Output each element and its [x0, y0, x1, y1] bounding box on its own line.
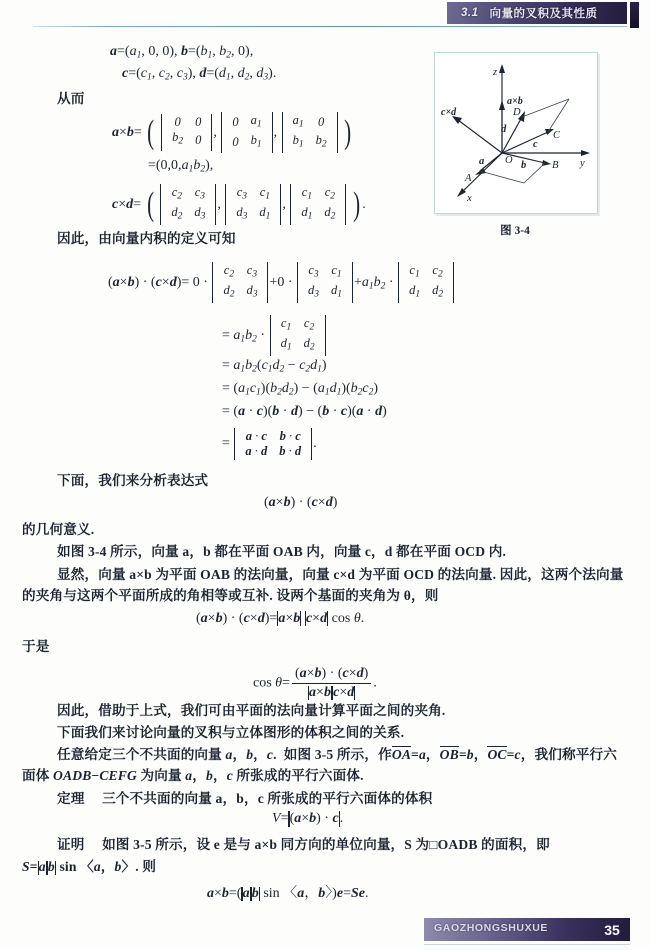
figure-label-y: y [580, 158, 585, 169]
figure-label-A: A [465, 173, 472, 184]
figure-3-4 [434, 52, 598, 214]
figure-label-cxd: c×d [441, 107, 457, 118]
figure-label-b: b [521, 160, 527, 171]
theorem-block [57, 788, 432, 809]
equation-expression: (a×b) · (c×d) [264, 495, 338, 510]
equation-a-cross-b: a×b= ( 0 0 $b_2$ 0 , 0 $a_1$ 0 $b_1$ , $a_1$ 0 $b_1$ $b_2$ ) [112, 112, 353, 153]
equation-derivation-line4: = $(a_1c_1)(b_2d_2) - (a_1d_1)(b_2c_2)$ [222, 381, 379, 398]
paragraph-ruitu34: 如图 3-4 所示，向量 a，b 都在平面 OAB 内，向量 c，d 都在平面 OCD 内. [57, 544, 507, 559]
proof-text: 如图 3-5 所示，设 e 是与 a×b 同方向的单位向量，S 为□OADB 的面积，即 [102, 837, 550, 852]
figure-label-a: a [479, 156, 485, 167]
figure-label-c: c [533, 139, 538, 150]
paragraph-xianran: 显然，向量 a×b 为平面 OAB 的法向量，向量 c×d 为平面 OCD 的法向量. 因此，这两个法向量的夹角与这两个平面所成的角相等或互补. 设两个基面的夹角为 θ，则 [22, 567, 624, 603]
equation-volume: V=(a×b) · c. [272, 811, 344, 827]
header-edge-tab [630, 2, 639, 28]
figure-label-O: O [505, 155, 513, 166]
equation-derivation-line1: (a×b) · (c×d)= 0 · $c_2$ $c_3$ $d_2$ $d_3$ +0 · $c_3$ $c_1$ $d_3$ $d_1$ $+a_1b_2$ · $c_1$ $c_2$ $d_1$ $d_2$ [108, 262, 455, 303]
equation-cos-formula: cos θ= $\frac{(a\times b) \cdot (c\times d)}{\text{a×b c×d}}$ . [253, 666, 377, 700]
running-header [447, 2, 627, 24]
figure-label-x: x [467, 193, 472, 204]
proof-label: 证明 [57, 837, 85, 852]
equation-vector-components-2: $c=(c_1$, $c_2$, $c_3$), $d=(d_1$, $d_2$, $d_3$). [122, 66, 277, 83]
equation-derivation-line2: = $a_1b_2$ · $c_1$ $c_2$ $d_1$ $d_2$ [222, 315, 327, 356]
equation-derivation-line5: = (a · c)(b · d) − (b · c)(a · d) [222, 404, 387, 419]
text-congshi: 从而 [57, 91, 85, 106]
equation-axb-se: a×b=(a b sin 〈a，b〉)e=Se. [207, 886, 369, 901]
footer-rule [424, 944, 630, 945]
paragraph-taolun: 下面我们来讨论向量的叉积与立体图形的体积之间的关系. [57, 725, 405, 740]
figure-label-B: B [552, 160, 559, 171]
header-section-number: 3.1 [461, 7, 479, 19]
figure-caption: 图 3-4 [500, 225, 530, 237]
paragraph-jiezhu: 因此，借助于上式，我们可由平面的法向量计算平面之间的夹角. [57, 703, 446, 718]
equation-a-cross-b-result: $=(0,0,a_1b_2)$, [148, 158, 214, 175]
equation-c-cross-d: c×d= ( $c_2$ $c_3$ $d_2$ $d_3$ , $c_3$ $c_1$ $d_3$ $d_1$ , $c_1$ $c_2$ $d_1$ $d_2$ ) . [112, 184, 366, 225]
theorem-label: 定理 [57, 791, 85, 806]
figure-label-axb: a×b [507, 96, 523, 107]
figure-3-4-drawing [435, 53, 595, 211]
text-yushi: 于是 [22, 639, 50, 654]
theorem-text: 三个不共面的向量 a，b，c 所张成的平行六面体的体积 [102, 791, 433, 806]
header-section-title: 向量的叉积及其性质 [489, 8, 598, 20]
figure-label-d: d [501, 124, 507, 135]
text-yinci: 因此，由向量内积的定义可知 [57, 231, 236, 246]
header-rule [33, 26, 627, 27]
paragraph-renyi: 任意给定三个不共面的向量 a，b，c. 如图 3-5 所示，作OA=a，OB=b，OC=c，我们称平行六面体 OADB−CEFG 为向量 a，b，c 所张成的平行六面体. [22, 747, 617, 783]
footer-pinyin: GAOZHONGSHUXUE [434, 922, 548, 934]
text-xiamian-fenxi: 下面，我们来分析表达式 [57, 473, 209, 488]
figure-label-z: z [493, 67, 498, 78]
equation-derivation-line6: = a · c b · c a · d b · d . [222, 429, 317, 458]
equation-cos-identity: (a×b) · (c×d)=a×b c×d cos θ. [196, 611, 365, 626]
page-number: 35 [604, 921, 620, 938]
equation-vector-components-1: $a=(a_1$, 0, 0), $b=(b_1$, $b_2$, 0), [110, 44, 254, 61]
figure-label-C: C [553, 130, 561, 141]
proof-block [57, 834, 550, 855]
figure-label-D: D [513, 107, 521, 118]
equation-derivation-line3: = $a_1b_2(c_1d_2 - c_2d_1)$ [222, 358, 327, 375]
text-de-jihe-yiyi: 的几何意义. [22, 522, 95, 537]
proof-line2: S=a b sin 〈a，b〉. 则 [22, 859, 157, 874]
